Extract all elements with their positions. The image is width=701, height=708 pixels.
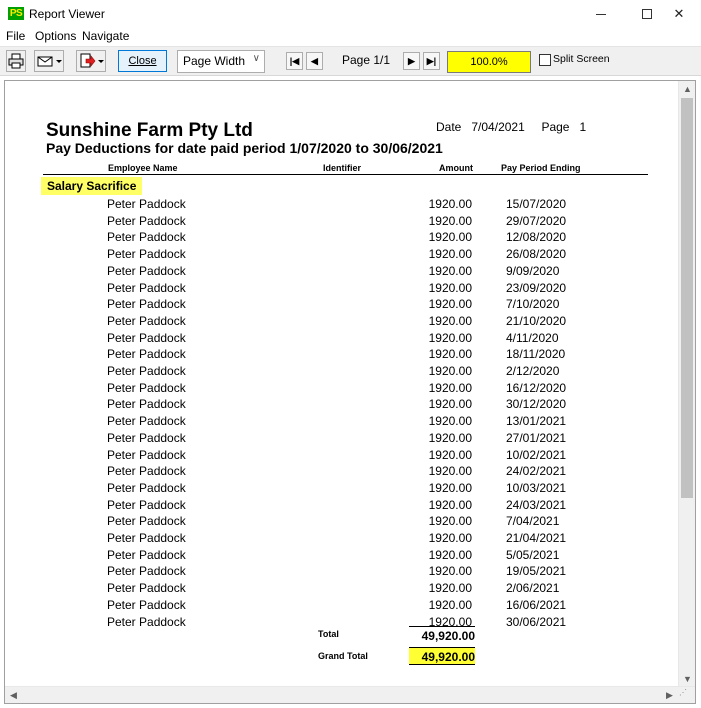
table-row xyxy=(5,447,677,463)
amount-cell: 1920.00 xyxy=(428,364,472,378)
close-window-button[interactable]: ✕ xyxy=(673,6,685,21)
table-row xyxy=(5,614,677,630)
next-page-button[interactable] xyxy=(403,52,420,70)
employee-name-cell: Peter Paddock xyxy=(107,347,186,362)
table-row xyxy=(5,597,677,613)
table-row xyxy=(5,263,677,279)
amount-cell: 1920.00 xyxy=(428,197,472,211)
pay-period-cell: 27/01/2021 xyxy=(506,430,567,445)
pay-period-cell: 7/04/2021 xyxy=(506,514,560,529)
first-page-icon: |◀ xyxy=(289,56,300,66)
pay-period-cell: 12/08/2020 xyxy=(506,230,567,245)
report-page xyxy=(5,81,677,688)
menu-navigate[interactable]: Navigate xyxy=(82,29,130,43)
employee-name-cell: Peter Paddock xyxy=(107,230,186,245)
grand-total-label: Grand Total xyxy=(318,651,368,661)
pay-period-cell: 2/06/2021 xyxy=(506,581,560,596)
amount-cell: 1920.00 xyxy=(428,497,472,512)
menu-options[interactable]: Options xyxy=(35,29,77,43)
header-rule xyxy=(43,174,648,175)
pay-period-cell: 23/09/2020 xyxy=(506,280,567,295)
table-row xyxy=(5,196,677,212)
table-row xyxy=(5,313,677,329)
chevron-down-icon xyxy=(97,52,105,70)
table-row xyxy=(5,413,677,429)
table-row xyxy=(5,396,677,412)
table-row xyxy=(5,229,677,245)
table-row xyxy=(5,480,677,496)
col-employee-name: Employee Name xyxy=(108,163,178,173)
maximize-icon xyxy=(642,9,652,19)
table-row xyxy=(5,463,677,479)
table-row xyxy=(5,346,677,362)
employee-name-cell: Peter Paddock xyxy=(107,597,186,612)
company-name: Sunshine Farm Pty Ltd xyxy=(46,120,253,141)
pay-period-cell: 30/12/2020 xyxy=(506,397,567,412)
employee-name-cell: Peter Paddock xyxy=(107,313,186,328)
table-row xyxy=(5,563,677,579)
minimize-icon xyxy=(596,14,606,15)
scroll-down-icon[interactable]: ▼ xyxy=(683,674,692,684)
col-pay-period-ending: Pay Period Ending xyxy=(501,163,581,173)
employee-name-cell: Peter Paddock xyxy=(107,213,186,228)
resize-grip-icon[interactable]: ⋰ xyxy=(679,688,687,697)
envelope-icon xyxy=(36,52,54,70)
page-number: 1 xyxy=(579,120,587,134)
previous-page-button[interactable] xyxy=(306,52,323,70)
pay-period-cell: 7/10/2020 xyxy=(506,297,560,312)
export-icon xyxy=(78,52,96,70)
table-row xyxy=(5,363,677,379)
zoom-field[interactable]: 100.0% xyxy=(447,51,531,73)
table-row xyxy=(5,580,677,596)
amount-cell: 1920.00 xyxy=(428,597,472,612)
menu-file[interactable]: File xyxy=(6,29,26,43)
employee-name-cell: Peter Paddock xyxy=(107,330,186,345)
amount-cell: 1920.00 xyxy=(428,230,472,245)
pay-period-cell: 18/11/2020 xyxy=(506,347,566,362)
table-row xyxy=(5,213,677,229)
employee-name-cell: Peter Paddock xyxy=(107,614,186,629)
col-identifier: Identifier xyxy=(323,163,362,173)
employee-name-cell: Peter Paddock xyxy=(107,380,186,395)
employee-name-cell: Peter Paddock xyxy=(107,531,186,545)
amount-cell: 1920.00 xyxy=(428,313,472,328)
printer-icon xyxy=(7,52,25,70)
previous-page-icon: ◀ xyxy=(311,56,318,66)
window-title: Report Viewer xyxy=(29,7,105,21)
employee-name-cell: Peter Paddock xyxy=(107,280,186,295)
scroll-up-icon[interactable]: ▲ xyxy=(683,84,692,94)
amount-cell: 1920.00 xyxy=(428,397,472,412)
section-label: Salary Sacrifice xyxy=(41,177,142,195)
amount-cell: 1920.00 xyxy=(428,581,472,596)
table-row xyxy=(5,530,677,546)
amount-cell: 1920.00 xyxy=(428,380,472,395)
pay-period-cell: 30/06/2021 xyxy=(506,614,567,629)
pay-period-cell: 26/08/2020 xyxy=(506,247,567,262)
chevron-down-icon xyxy=(55,52,63,70)
pay-period-cell: 13/01/2021 xyxy=(506,414,567,429)
report-title: Pay Deductions for date paid period 1/07/2020 to 30/06/2021 xyxy=(46,140,443,156)
pay-period-cell: 16/06/2021 xyxy=(506,597,567,612)
employee-name-cell: Peter Paddock xyxy=(107,581,186,596)
table-row xyxy=(5,547,677,563)
print-button[interactable] xyxy=(6,50,26,72)
table-row xyxy=(5,296,677,312)
pay-period-cell: 21/04/2021 xyxy=(506,531,567,545)
email-button[interactable] xyxy=(34,50,64,72)
last-page-button[interactable] xyxy=(423,52,440,70)
table-row xyxy=(5,330,677,346)
table-row xyxy=(5,246,677,262)
table-row xyxy=(5,513,677,529)
employee-name-cell: Peter Paddock xyxy=(107,447,186,462)
pay-period-cell: 10/03/2021 xyxy=(506,480,567,495)
grand-total-value: 49,920.00 xyxy=(409,647,475,665)
employee-name-cell: Peter Paddock xyxy=(107,297,186,312)
table-row xyxy=(5,497,677,513)
page-label: Page xyxy=(541,120,570,134)
pay-period-cell: 24/03/2021 xyxy=(506,497,567,512)
employee-name-cell: Peter Paddock xyxy=(107,547,186,562)
amount-cell: 1920.00 xyxy=(428,480,472,495)
close-button-label: Close xyxy=(128,55,157,67)
employee-name-cell: Peter Paddock xyxy=(107,430,186,445)
pay-period-cell: 29/07/2020 xyxy=(506,213,567,228)
employee-name-cell: Peter Paddock xyxy=(107,247,186,262)
title-bar xyxy=(0,0,701,28)
export-button[interactable] xyxy=(76,50,106,72)
amount-cell: 1920.00 xyxy=(428,447,472,462)
amount-cell: 1920.00 xyxy=(428,263,472,278)
report-date: 7/04/2021 xyxy=(471,120,525,134)
amount-cell: 1920.00 xyxy=(428,347,472,362)
employee-name-cell: Peter Paddock xyxy=(107,397,186,412)
last-page-icon: ▶| xyxy=(426,56,437,66)
amount-cell: 1920.00 xyxy=(428,464,472,479)
employee-name-cell: Peter Paddock xyxy=(107,480,186,495)
table-row xyxy=(5,380,677,396)
split-screen-checkbox[interactable] xyxy=(539,54,551,66)
menu-bar xyxy=(0,28,701,46)
pay-period-cell: 2/12/2020 xyxy=(506,364,560,378)
pay-period-cell: 19/05/2021 xyxy=(506,564,567,579)
first-page-button[interactable] xyxy=(286,52,303,70)
scroll-right-icon[interactable]: ▶ xyxy=(666,690,673,700)
pay-period-cell: 10/02/2021 xyxy=(506,447,567,462)
employee-name-cell: Peter Paddock xyxy=(107,497,186,512)
amount-cell: 1920.00 xyxy=(428,213,472,228)
pay-period-cell: 4/11/2020 xyxy=(506,330,559,345)
vertical-scrollbar[interactable] xyxy=(678,81,695,688)
amount-cell: 1920.00 xyxy=(428,430,472,445)
vertical-scroll-thumb[interactable] xyxy=(681,98,693,498)
amount-cell: 1920.00 xyxy=(428,247,472,262)
employee-name-cell: Peter Paddock xyxy=(107,263,186,278)
amount-cell: 1920.00 xyxy=(428,514,472,529)
amount-cell: 1920.00 xyxy=(428,280,472,295)
pay-period-cell: 5/05/2021 xyxy=(506,547,560,562)
total-value: 49,920.00 xyxy=(409,626,475,643)
table-row xyxy=(5,430,677,446)
amount-cell: 1920.00 xyxy=(428,330,472,345)
split-screen-label: Split Screen xyxy=(553,53,610,65)
employee-name-cell: Peter Paddock xyxy=(107,414,186,429)
table-row xyxy=(5,280,677,296)
report-viewport xyxy=(4,80,696,704)
pay-period-cell: 24/02/2021 xyxy=(506,464,567,479)
view-mode-select[interactable] xyxy=(177,50,265,73)
amount-cell: 1920.00 xyxy=(428,564,472,579)
view-mode-value: Page Width xyxy=(183,54,246,68)
pay-period-cell: 16/12/2020 xyxy=(506,380,567,395)
pay-period-cell: 21/10/2020 xyxy=(506,313,567,328)
employee-name-cell: Peter Paddock xyxy=(107,564,186,579)
chevron-down-icon: ∨ xyxy=(252,53,260,64)
pay-period-cell: 15/07/2020 xyxy=(506,197,567,211)
report-date-line xyxy=(436,120,586,134)
amount-cell: 1920.00 xyxy=(428,614,472,629)
employee-name-cell: Peter Paddock xyxy=(107,514,186,529)
employee-name-cell: Peter Paddock xyxy=(107,364,186,378)
pay-period-cell: 9/09/2020 xyxy=(506,263,560,278)
scroll-left-icon[interactable]: ◀ xyxy=(10,690,17,700)
next-page-icon: ▶ xyxy=(408,56,415,66)
app-icon: PS xyxy=(9,8,23,19)
amount-cell: 1920.00 xyxy=(428,531,472,545)
minimize-button[interactable] xyxy=(578,0,624,28)
horizontal-scrollbar[interactable] xyxy=(5,686,695,703)
amount-cell: 1920.00 xyxy=(428,414,472,429)
employee-name-cell: Peter Paddock xyxy=(107,464,186,479)
toolbar xyxy=(0,46,701,76)
col-amount: Amount xyxy=(439,163,473,173)
amount-cell: 1920.00 xyxy=(428,547,472,562)
page-indicator: Page 1/1 xyxy=(342,53,391,67)
employee-name-cell: Peter Paddock xyxy=(107,197,186,211)
date-label: Date xyxy=(436,120,462,134)
close-report-button[interactable] xyxy=(118,50,167,72)
amount-cell: 1920.00 xyxy=(428,297,472,312)
total-label: Total xyxy=(318,629,339,639)
